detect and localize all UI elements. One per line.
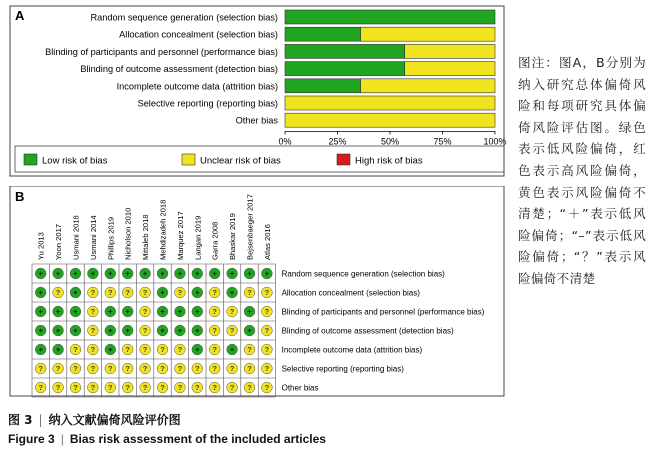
legend-label: High risk of bias xyxy=(355,155,423,167)
bar-segment xyxy=(285,27,361,41)
judgement-symbol: + xyxy=(125,326,130,336)
judgement-symbol: ? xyxy=(212,288,217,298)
x-tick-label: 25% xyxy=(328,136,347,147)
bar-segment xyxy=(405,44,495,58)
judgement-symbol: ? xyxy=(247,364,252,374)
domain-label: Blinding of participants and personnel (performance bias) xyxy=(281,307,485,317)
judgement-symbol: ? xyxy=(90,345,96,355)
domain-label: Allocation concealment (selection bias) xyxy=(281,288,420,298)
judgement-symbol: ? xyxy=(212,307,217,317)
study-label: Bhaskar 2019 xyxy=(228,213,238,260)
category-label: Selective reporting (reporting bias) xyxy=(137,98,278,109)
study-label: Mittaleb 2018 xyxy=(141,214,151,260)
judgement-symbol: + xyxy=(38,307,43,317)
judgement-symbol: + xyxy=(264,269,270,279)
judgement-symbol: ? xyxy=(73,383,78,393)
bar-segment xyxy=(285,113,495,127)
study-label: Phillips 2019 xyxy=(106,216,116,260)
judgement-symbol: + xyxy=(73,307,78,317)
study-label: Garra 2008 xyxy=(210,221,220,260)
caption-cn-figure-number: 图 3 xyxy=(8,413,33,427)
judgement-symbol: ? xyxy=(125,345,130,355)
judgement-symbol: + xyxy=(55,307,61,317)
domain-label: Other bias xyxy=(281,383,319,393)
judgement-symbol: ? xyxy=(264,345,270,355)
judgement-symbol: ? xyxy=(55,383,61,393)
judgement-symbol: + xyxy=(108,307,113,317)
study-label: Bejsenbaeger 2017 xyxy=(245,194,255,260)
panel-b-chart xyxy=(0,186,510,398)
judgement-symbol: ? xyxy=(108,383,113,393)
judgement-symbol: + xyxy=(38,345,43,355)
judgement-symbol: ? xyxy=(108,364,113,374)
judgement-symbol: ? xyxy=(108,288,113,298)
judgement-symbol: ? xyxy=(90,364,96,374)
category-label: Random sequence generation (selection bias) xyxy=(90,12,278,23)
judgement-symbol: ? xyxy=(142,288,148,298)
judgement-symbol: + xyxy=(160,307,165,317)
judgement-symbol: ? xyxy=(212,345,217,355)
bar-segment xyxy=(285,62,405,76)
judgement-symbol: ? xyxy=(90,383,96,393)
judgement-symbol: ? xyxy=(264,383,270,393)
study-label: Langan 2019 xyxy=(193,215,203,260)
judgement-symbol: + xyxy=(160,269,165,279)
judgement-symbol: + xyxy=(125,307,130,317)
judgement-symbol: ? xyxy=(142,345,148,355)
judgement-symbol: ? xyxy=(177,364,183,374)
judgement-symbol: ? xyxy=(55,364,61,374)
judgement-symbol: + xyxy=(195,345,200,355)
legend-swatch xyxy=(182,154,195,165)
panel-a-chart xyxy=(0,0,510,186)
judgement-symbol: + xyxy=(73,269,78,279)
judgement-symbol: + xyxy=(55,269,61,279)
panel-a-legend xyxy=(15,146,504,172)
domain-label: Selective reporting (reporting bias) xyxy=(281,364,404,374)
legend-label: Low risk of bias xyxy=(42,155,108,167)
judgement-symbol: ? xyxy=(160,345,165,355)
judgement-symbol: ? xyxy=(90,288,96,298)
judgement-symbol: ? xyxy=(264,288,270,298)
caption-cn-text: 纳入文献偏倚风险评价图 xyxy=(48,413,181,427)
caption-en-text: Bias risk assessment of the included articles xyxy=(69,432,326,446)
panel-a-letter: A xyxy=(15,8,25,23)
panel-b-domain-labels xyxy=(282,270,485,393)
judgement-symbol: + xyxy=(247,269,252,279)
judgement-symbol: ? xyxy=(38,383,43,393)
judgement-symbol: ? xyxy=(195,383,200,393)
judgement-symbol: + xyxy=(38,326,43,336)
caption-english: Figure 3 | Bias risk assessment of the included articles xyxy=(8,432,326,446)
legend-label: Unclear risk of bias xyxy=(200,155,281,167)
study-label: Usmani 2018 xyxy=(71,215,81,260)
judgement-symbol: + xyxy=(108,326,113,336)
panel-b-grid xyxy=(32,264,276,397)
bar-segment xyxy=(285,10,495,24)
judgement-symbol: ? xyxy=(195,364,200,374)
study-label: Nicholson 2010 xyxy=(123,207,133,260)
judgement-symbol: + xyxy=(73,288,78,298)
judgement-symbol: + xyxy=(212,269,217,279)
judgement-symbol: ? xyxy=(90,326,96,336)
judgement-symbol: ? xyxy=(125,364,130,374)
judgement-symbol: ? xyxy=(125,383,130,393)
judgement-symbol: ? xyxy=(212,326,217,336)
study-label: Yoon 2017 xyxy=(54,223,64,260)
judgement-symbol: ? xyxy=(229,326,235,336)
judgement-symbol: ? xyxy=(177,345,183,355)
study-label: Marquez 2017 xyxy=(175,211,185,260)
judgement-symbol: + xyxy=(73,326,78,336)
judgement-symbol: ? xyxy=(55,288,61,298)
figure-note: 图注：图A，B分别为纳入研究总体偏倚风险和每项研究具体偏倚风险评估图。绿色表示低风险偏倚，红色表示高风险偏倚，黄色表示风险偏倚不清楚；“＋”表示低风险偏倚；“–”表示低风险偏倚；“？”表示风险偏倚不清楚 xyxy=(518,55,646,286)
judgement-symbol: + xyxy=(177,269,183,279)
judgement-symbol: ? xyxy=(247,288,252,298)
judgement-symbol: + xyxy=(177,326,183,336)
category-label: Blinding of outcome assessment (detection bias) xyxy=(80,64,278,75)
panel-a-category-labels xyxy=(45,13,278,126)
x-tick-label: 0% xyxy=(278,136,292,147)
judgement-symbol: ? xyxy=(73,364,78,374)
judgement-symbol: ? xyxy=(212,383,217,393)
bar-segment xyxy=(285,96,495,110)
category-label: Allocation concealment (selection bias) xyxy=(119,29,278,40)
x-tick-label: 50% xyxy=(380,136,400,147)
judgement-symbol: ? xyxy=(38,364,43,374)
judgement-symbol: + xyxy=(229,288,235,298)
judgement-symbol: ? xyxy=(229,383,235,393)
category-label: Blinding of participants and personnel (performance bias) xyxy=(45,46,278,57)
judgement-symbol: + xyxy=(195,307,200,317)
judgement-symbol: + xyxy=(38,288,43,298)
domain-label: Incomplete outcome data (attrition bias) xyxy=(281,345,423,355)
bar-segment xyxy=(361,79,495,93)
judgement-symbol: + xyxy=(195,288,200,298)
panel-a-bars xyxy=(285,10,495,127)
judgement-symbol: + xyxy=(247,307,252,317)
judgement-symbol: ? xyxy=(247,383,252,393)
judgement-symbol: ? xyxy=(142,383,148,393)
judgement-symbol: + xyxy=(142,269,148,279)
category-label: Other bias xyxy=(235,115,278,126)
judgement-symbol: + xyxy=(195,326,200,336)
judgement-symbol: ? xyxy=(177,383,183,393)
judgement-symbol: + xyxy=(160,326,165,336)
judgement-symbol: ? xyxy=(142,364,148,374)
bar-segment xyxy=(285,44,405,58)
study-label: Mehdizadeh 2018 xyxy=(158,199,168,260)
domain-label: Blinding of outcome assessment (detection bias) xyxy=(281,326,454,336)
bar-segment xyxy=(361,27,495,41)
judgement-symbol: ? xyxy=(142,307,148,317)
judgement-symbol: ? xyxy=(229,364,235,374)
judgement-symbol: + xyxy=(90,269,96,279)
judgement-symbol: + xyxy=(38,269,43,279)
judgement-symbol: + xyxy=(108,345,113,355)
judgement-symbol: + xyxy=(125,269,130,279)
judgement-symbol: ? xyxy=(142,326,148,336)
judgement-symbol: ? xyxy=(247,345,252,355)
caption-chinese: 图 3 | 纳入文献偏倚风险评价图 xyxy=(8,413,181,427)
judgement-symbol: + xyxy=(108,269,113,279)
study-label: Atlas 2016 xyxy=(262,224,272,260)
domain-label: Random sequence generation (selection bias) xyxy=(281,269,445,279)
judgement-symbol: ? xyxy=(125,288,130,298)
judgement-symbol: ? xyxy=(264,326,270,336)
panel-b-study-labels xyxy=(37,194,272,260)
study-label: Yu 2013 xyxy=(36,232,46,260)
judgement-symbol: ? xyxy=(212,364,217,374)
judgement-symbol: + xyxy=(55,345,61,355)
category-label: Incomplete outcome data (attrition bias) xyxy=(116,81,278,92)
judgement-symbol: ? xyxy=(160,383,165,393)
judgement-symbol: + xyxy=(177,307,183,317)
judgement-symbol: ? xyxy=(264,364,270,374)
caption-en-figure-number: Figure 3 xyxy=(8,432,55,446)
x-tick-label: 75% xyxy=(433,136,452,147)
judgement-symbol: ? xyxy=(90,307,96,317)
panel-a-x-axis xyxy=(278,131,506,146)
study-label: Usmani 2014 xyxy=(88,215,98,260)
judgement-symbol: + xyxy=(55,326,61,336)
bar-segment xyxy=(405,62,495,76)
judgement-symbol: + xyxy=(160,288,165,298)
judgement-symbol: + xyxy=(195,269,200,279)
judgement-symbol: + xyxy=(229,269,235,279)
judgement-symbol: ? xyxy=(73,345,78,355)
bar-segment xyxy=(285,79,361,93)
judgement-symbol: + xyxy=(247,326,252,336)
judgement-symbol: ? xyxy=(177,288,183,298)
x-tick-label: 100% xyxy=(483,136,507,147)
judgement-symbol: ? xyxy=(264,307,270,317)
legend-swatch xyxy=(337,154,350,165)
judgement-symbol: ? xyxy=(160,364,165,374)
legend-swatch xyxy=(24,154,37,165)
judgement-symbol: ? xyxy=(229,307,235,317)
panel-b-letter: B xyxy=(15,189,25,204)
judgement-symbol: + xyxy=(229,345,235,355)
